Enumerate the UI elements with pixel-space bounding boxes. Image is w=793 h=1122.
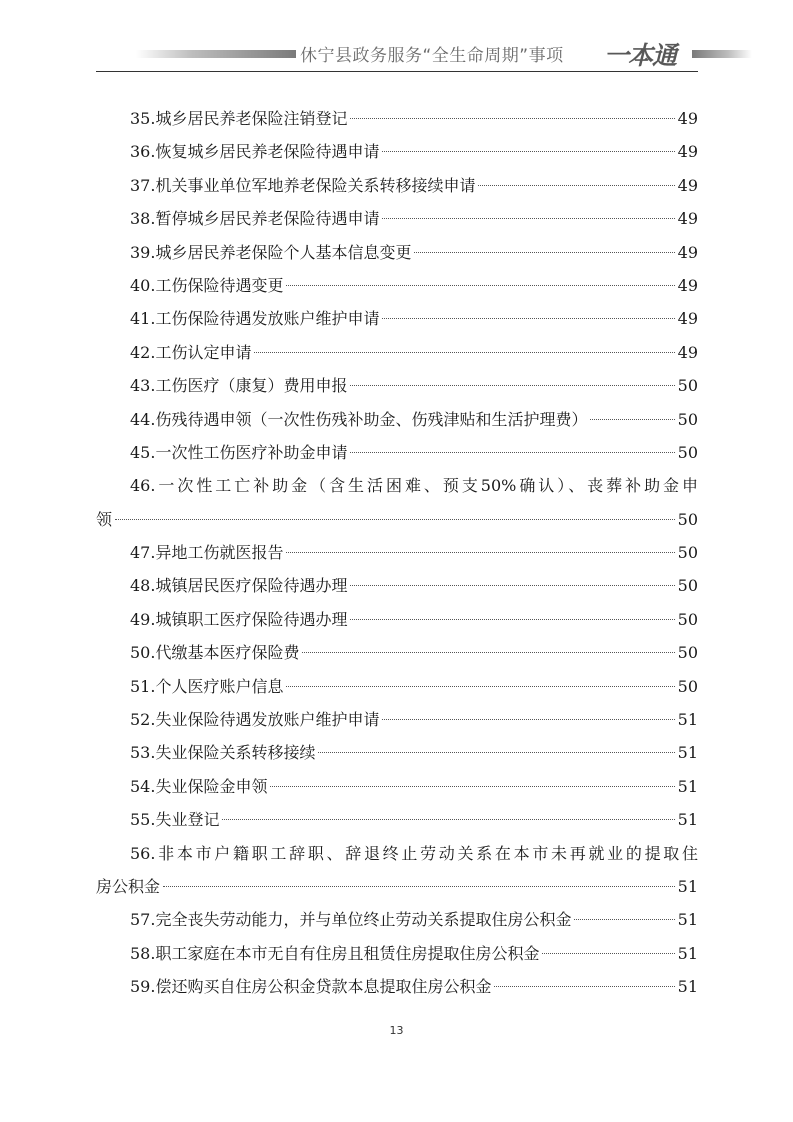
page-number: 13	[389, 1024, 404, 1037]
header-title: 休宁县政务服务“全生命周期”事项	[300, 46, 564, 66]
toc-entry-title: 44.伤残待遇申领（一次性伤残补助金、伤残津贴和生活护理费）	[130, 409, 588, 429]
toc-entry-title: 52.失业保险待遇发放账户维护申请	[130, 710, 380, 730]
toc-entry[interactable]	[96, 202, 698, 235]
toc-entry-title: 42.工伤认定申请	[130, 342, 252, 362]
toc-entry-title: 39.城乡居民养老保险个人基本信息变更	[130, 242, 412, 262]
toc-entry-title: 49.城镇职工医疗保险待遇办理	[130, 609, 348, 629]
dot-leader	[254, 352, 674, 353]
toc-entry-page: 50	[677, 376, 698, 396]
toc-entry-page: 49	[677, 209, 698, 229]
toc-entry[interactable]	[96, 369, 698, 402]
toc-entry-title: 43.工伤医疗（康复）费用申报	[130, 376, 348, 396]
dot-leader	[350, 619, 674, 620]
header-brand-logo: 一本通	[604, 41, 677, 70]
header-decor-bar-left	[136, 50, 296, 58]
toc-entry[interactable]	[96, 169, 698, 202]
toc-entry-title-continued: 房公积金	[96, 877, 161, 896]
toc-entry-title: 54.失业保险金申领	[130, 776, 268, 796]
toc-entry-page: 51	[677, 910, 698, 930]
toc-entry-page: 51	[677, 943, 698, 963]
toc-entry-page: 49	[677, 109, 698, 128]
toc-entry-page: 51	[677, 710, 698, 730]
toc-entry[interactable]	[96, 102, 698, 135]
toc-entry-page: 49	[677, 275, 698, 295]
dot-leader	[494, 986, 674, 987]
toc-entry[interactable]	[96, 569, 698, 602]
toc-entry[interactable]	[96, 403, 698, 436]
toc-entry-page: 50	[677, 409, 698, 429]
table-of-contents	[96, 102, 698, 1004]
toc-entry-page: 50	[677, 576, 698, 596]
toc-entry[interactable]	[96, 937, 698, 970]
toc-entry[interactable]	[96, 135, 698, 168]
toc-entry[interactable]	[96, 703, 698, 736]
toc-entry[interactable]	[96, 536, 698, 569]
toc-entry-title: 59.偿还购买自住房公积金贷款本息提取住房公积金	[130, 977, 492, 997]
dot-leader	[222, 819, 674, 820]
dot-leader	[382, 318, 674, 319]
dot-leader	[414, 252, 674, 253]
toc-entry-title-continued: 领	[96, 509, 113, 529]
dot-leader	[350, 385, 674, 386]
toc-entry-page: 51	[677, 743, 698, 763]
dot-leader	[542, 953, 674, 954]
toc-entry-title: 51.个人医疗账户信息	[130, 676, 284, 696]
dot-leader	[382, 218, 674, 219]
toc-entry[interactable]	[96, 603, 698, 636]
toc-entry-page: 49	[677, 342, 698, 362]
dot-leader	[302, 652, 674, 653]
toc-entry-title: 35.城乡居民养老保险注销登记	[130, 109, 348, 128]
header-decor-bar-right	[692, 50, 752, 58]
toc-entry-title: 48.城镇居民医疗保险待遇办理	[130, 576, 348, 596]
toc-entry[interactable]	[96, 803, 698, 836]
toc-entry-page: 50	[677, 609, 698, 629]
toc-entry[interactable]	[96, 436, 698, 469]
toc-entry-page: 50	[677, 442, 698, 462]
dot-leader	[478, 185, 674, 186]
toc-entry-page: 51	[677, 810, 698, 830]
toc-entry-page: 51	[677, 776, 698, 796]
toc-entry-title: 58.职工家庭在本市无自有住房且租赁住房提取住房公积金	[130, 943, 540, 963]
toc-entry-title: 47.异地工伤就医报告	[130, 543, 284, 563]
toc-entry-title: 36.恢复城乡居民养老保险待遇申请	[130, 142, 380, 162]
toc-entry-page: 49	[677, 309, 698, 329]
toc-entry[interactable]	[96, 236, 698, 269]
toc-entry[interactable]	[96, 302, 698, 335]
toc-entry-page: 50	[677, 543, 698, 563]
dot-leader	[115, 519, 675, 520]
dot-leader	[382, 719, 674, 720]
dot-leader	[350, 585, 674, 586]
toc-entry-page: 50	[677, 643, 698, 663]
dot-leader	[163, 886, 675, 887]
dot-leader	[382, 151, 674, 152]
toc-entry[interactable]	[96, 636, 698, 669]
header-divider	[96, 71, 698, 72]
toc-entry[interactable]	[96, 269, 698, 302]
dot-leader	[286, 686, 674, 687]
page-header	[96, 36, 698, 72]
toc-entry-title: 55.失业登记	[130, 810, 220, 830]
toc-entry[interactable]	[96, 970, 698, 1003]
toc-entry-page: 49	[677, 175, 698, 195]
toc-entry[interactable]	[96, 336, 698, 369]
dot-leader	[286, 552, 674, 553]
toc-entry[interactable]	[96, 837, 698, 904]
toc-entry-title: 40.工伤保险待遇变更	[130, 275, 284, 295]
toc-entry-title: 45.一次性工伤医疗补助金申请	[130, 442, 348, 462]
dot-leader	[350, 452, 674, 453]
toc-entry[interactable]	[96, 736, 698, 769]
toc-entry-title: 38.暂停城乡居民养老保险待遇申请	[130, 209, 380, 229]
toc-entry-title: 50.代缴基本医疗保险费	[130, 643, 300, 663]
dot-leader	[286, 285, 674, 286]
toc-entry[interactable]	[96, 670, 698, 703]
toc-entry-page: 49	[677, 242, 698, 262]
toc-entry-title: 37.机关事业单位军地养老保险关系转移接续申请	[130, 175, 476, 195]
toc-entry-title: 57.完全丧失劳动能力，并与单位终止劳动关系提取住房公积金	[130, 910, 572, 930]
toc-entry-page: 49	[677, 142, 698, 162]
dot-leader	[590, 419, 674, 420]
toc-entry-title: 46.一次性工亡补助金（含生活困难、预支50%确认）、丧葬补助金申	[130, 476, 698, 496]
toc-entry-page: 50	[677, 676, 698, 696]
toc-entry-page: 51	[677, 877, 698, 896]
toc-entry-page: 50	[677, 509, 698, 529]
dot-leader	[350, 118, 674, 119]
dot-leader	[318, 752, 674, 753]
toc-entry-page: 51	[677, 977, 698, 997]
dot-leader	[574, 919, 674, 920]
toc-entry-title: 56.非本市户籍职工辞职、辞退终止劳动关系在本市未再就业的提取住	[130, 843, 698, 863]
toc-entry[interactable]	[96, 469, 698, 536]
toc-entry[interactable]	[96, 903, 698, 936]
dot-leader	[270, 786, 674, 787]
toc-entry-title: 41.工伤保险待遇发放账户维护申请	[130, 309, 380, 329]
toc-entry[interactable]	[96, 770, 698, 803]
toc-entry-title: 53.失业保险关系转移接续	[130, 743, 316, 763]
